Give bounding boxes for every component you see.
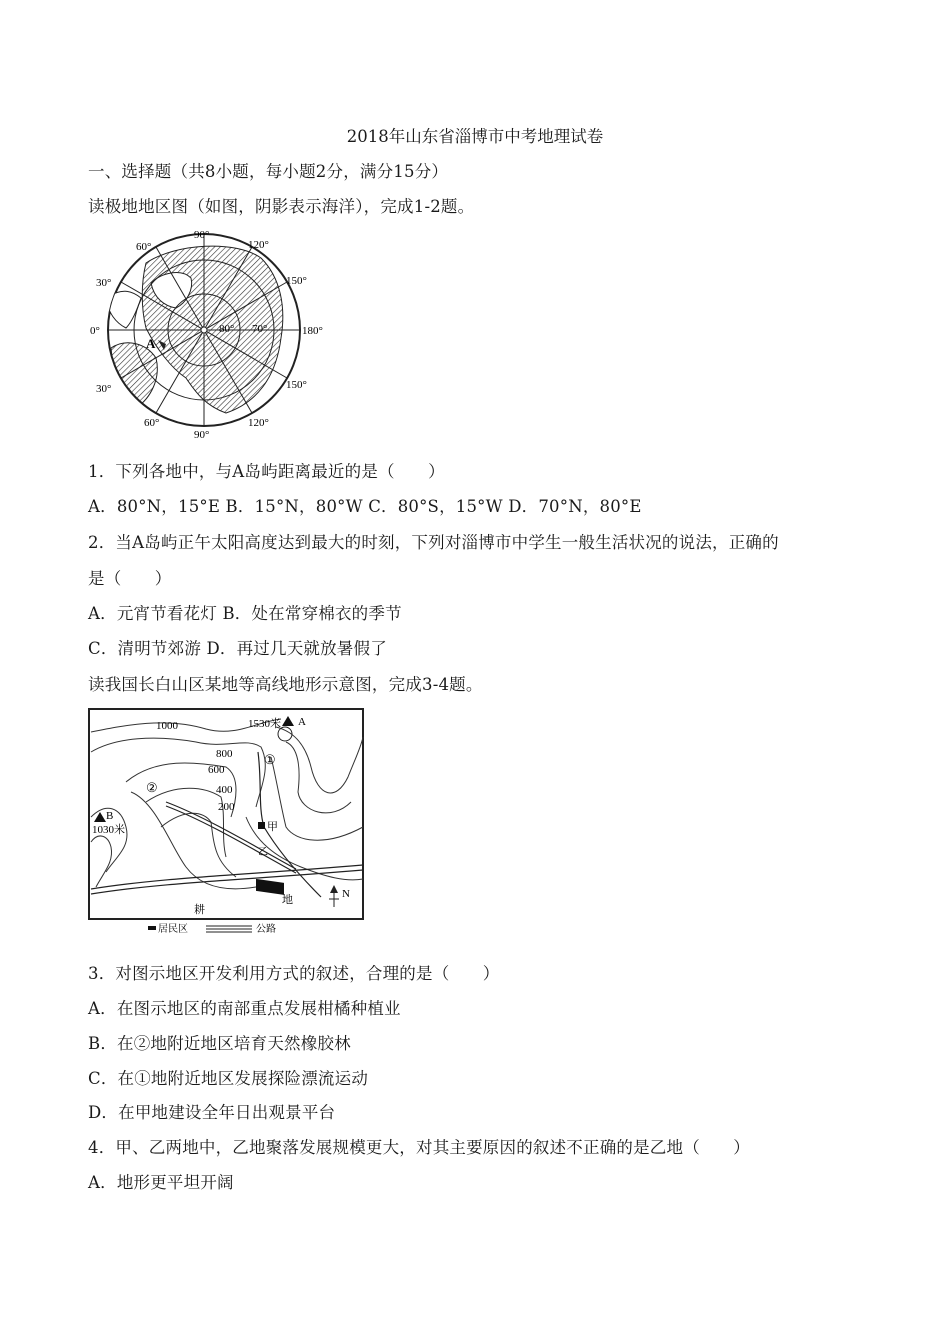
intro-q1-q2: 读极地地区图（如图，阴影表示海洋），完成1-2题。: [88, 197, 475, 216]
q4-option-a: A．地形更平坦开阔: [88, 1173, 234, 1192]
q2-options-line1: A．元宵节看花灯 B．处在常穿棉衣的季节: [88, 604, 402, 623]
label-30-left-bottom: 30°: [96, 383, 112, 395]
label-peak-a: 1530米: [248, 718, 281, 730]
label-150-right-top: 150°: [286, 275, 307, 287]
label-120-bottom: 120°: [248, 417, 269, 429]
section-heading: 一、选择题（共8小题，每小题2分，满分15分）: [88, 162, 449, 181]
label-circle-2: ②: [146, 780, 158, 795]
label-150-right-bottom: 150°: [286, 379, 307, 391]
label-point-a: A: [146, 336, 156, 351]
label-yi: 乙: [258, 847, 268, 858]
q1-options: A．80°N，15°E B．15°N，80°W C．80°S，15°W D．70°N，80°E: [88, 497, 642, 516]
q3-option-a: A．在图示地区的南部重点发展柑橘种植业: [88, 999, 401, 1018]
intro-q3-q4: 读我国长白山区某地等高线地形示意图，完成3-4题。: [88, 675, 483, 694]
exam-title: 2018年山东省淄博市中考地理试卷: [346, 127, 604, 146]
q3-stem: 3．对图示地区开发利用方式的叙述，合理的是（ ）: [88, 964, 500, 983]
label-800: 800: [216, 748, 233, 760]
q3-option-c: C．在①地附近地区发展探险漂流运动: [88, 1069, 369, 1088]
label-north: N: [342, 888, 350, 900]
label-200: 200: [218, 801, 235, 813]
label-600: 600: [208, 764, 225, 776]
label-jia: 甲: [267, 821, 278, 833]
q3-option-b: B．在②地附近地区培育天然橡胶林: [88, 1034, 351, 1053]
legend-road: 公路: [256, 924, 276, 935]
label-lat-70: 70°: [252, 323, 268, 335]
label-0: 0°: [90, 325, 100, 337]
label-circle-1: ①: [264, 752, 276, 767]
label-1000: 1000: [156, 720, 178, 732]
label-400: 400: [216, 784, 233, 796]
contour-map: [86, 707, 368, 937]
label-lat-80: 80°: [219, 323, 235, 335]
label-peak-b-letter: B: [106, 810, 114, 822]
label-60-top: 60°: [136, 241, 152, 253]
label-30-left: 30°: [96, 277, 112, 289]
q1-stem: 1．下列各地中，与A岛屿距离最近的是（ ）: [88, 462, 445, 481]
label-peak-b: 1030米: [92, 824, 125, 836]
q3-option-d: D．在甲地建设全年日出观景平台: [88, 1103, 336, 1122]
label-90-top: 90°: [194, 229, 210, 241]
label-180: 180°: [302, 325, 323, 337]
polar-region-map: [86, 228, 331, 443]
label-farmland-2: 地: [282, 894, 293, 906]
label-120-top: 120°: [248, 239, 269, 251]
label-peak-a-letter: A: [298, 716, 306, 728]
q4-stem: 4．甲、乙两地中，乙地聚落发展规模更大，对其主要原因的叙述不正确的是乙地（ ）: [88, 1138, 750, 1157]
label-farmland-1: 耕: [194, 904, 205, 916]
q2-stem-line1: 2．当A岛屿正午太阳高度达到最大的时刻，下列对淄博市中学生一般生活状况的说法，正确的: [88, 533, 779, 552]
legend-residential: 居民区: [158, 924, 188, 935]
label-60-bottom: 60°: [144, 417, 160, 429]
label-90-bottom: 90°: [194, 429, 210, 441]
q2-stem-line2: 是（ ）: [88, 569, 172, 588]
q2-options-line2: C．清明节郊游 D．再过几天就放暑假了: [88, 639, 387, 658]
